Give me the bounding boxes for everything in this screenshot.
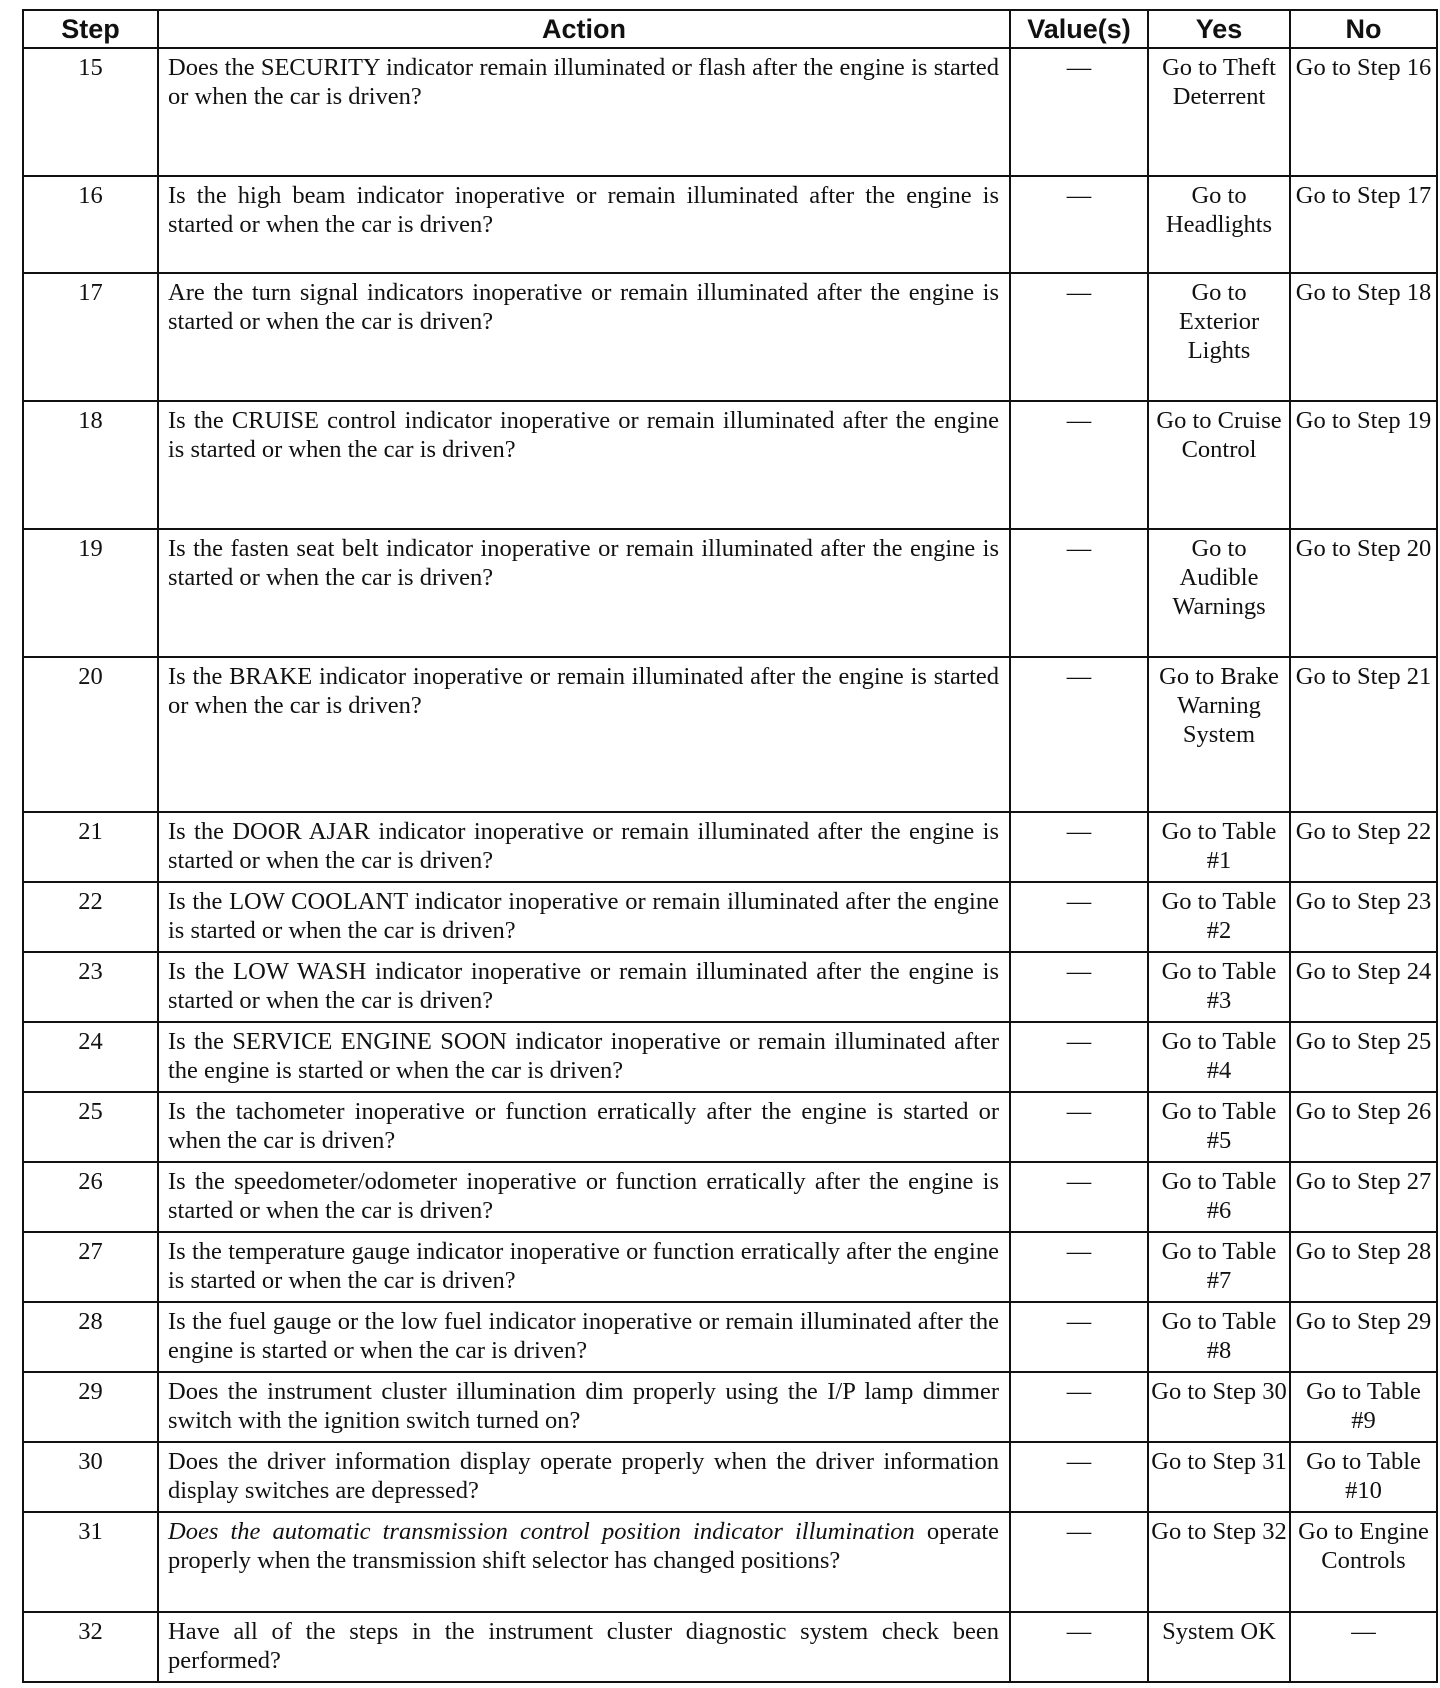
table-row <box>23 48 1437 176</box>
action-text: Is the temperature gauge indicator inoperative or function erratically after the engine is started or when the car is driven? <box>158 1232 1010 1302</box>
action-text-italic: Does the automatic transmission control position indicator illumination <box>168 1518 915 1545</box>
yes-cell: Go to Step 31 <box>1148 1442 1290 1512</box>
table-row <box>23 1022 1437 1092</box>
step-number: 20 <box>23 657 158 812</box>
table-row <box>23 273 1437 401</box>
no-cell: Go to Step 24 <box>1290 952 1437 1022</box>
table-row <box>23 1302 1437 1372</box>
yes-cell: Go to Table #5 <box>1148 1092 1290 1162</box>
yes-cell: Go to Table #3 <box>1148 952 1290 1022</box>
no-cell: Go to Step 22 <box>1290 812 1437 882</box>
yes-cell: Go to Brake Warning System <box>1148 657 1290 812</box>
yes-cell: Go to Headlights <box>1148 176 1290 273</box>
no-cell: Go to Step 27 <box>1290 1162 1437 1232</box>
table-row <box>23 176 1437 273</box>
yes-cell: System OK <box>1148 1612 1290 1682</box>
action-text: Is the CRUISE control indicator inoperative or remain illuminated after the engine is started or when the car is driven? <box>158 401 1010 529</box>
step-number: 23 <box>23 952 158 1022</box>
no-cell: Go to Step 16 <box>1290 48 1437 176</box>
table-row <box>23 1512 1437 1612</box>
step-number: 19 <box>23 529 158 657</box>
action-text: Is the SERVICE ENGINE SOON indicator inoperative or remain illuminated after the engine is started or when the car is driven? <box>158 1022 1010 1092</box>
action-text: Is the fuel gauge or the low fuel indicator inoperative or remain illuminated after the engine is started or when the car is driven? <box>158 1302 1010 1372</box>
yes-cell: Go to Step 30 <box>1148 1372 1290 1442</box>
no-cell: — <box>1290 1612 1437 1682</box>
action-text: Is the tachometer inoperative or function erratically after the engine is started or when the car is driven? <box>158 1092 1010 1162</box>
yes-cell: Go to Table #7 <box>1148 1232 1290 1302</box>
value-cell: — <box>1010 882 1148 952</box>
action-text: Does the instrument cluster illumination dim properly using the I/P lamp dimmer switch with the ignition switch turned on? <box>158 1372 1010 1442</box>
action-text: Is the LOW WASH indicator inoperative or remain illuminated after the engine is started or when the car is driven? <box>158 952 1010 1022</box>
table-row <box>23 529 1437 657</box>
action-text: Does the driver information display operate properly when the driver information display switches are depressed? <box>158 1442 1010 1512</box>
table-row <box>23 1612 1437 1682</box>
value-cell: — <box>1010 1372 1148 1442</box>
value-cell: — <box>1010 1092 1148 1162</box>
table-row <box>23 1162 1437 1232</box>
action-text-rest: operate properly when the transmission shift selector has changed positions? <box>168 1518 999 1574</box>
step-number: 30 <box>23 1442 158 1512</box>
value-cell: — <box>1010 952 1148 1022</box>
no-cell: Go to Step 26 <box>1290 1092 1437 1162</box>
action-text: Are the turn signal indicators inoperative or remain illuminated after the engine is started or when the car is driven? <box>158 273 1010 401</box>
step-number: 28 <box>23 1302 158 1372</box>
header-value: Value(s) <box>1010 10 1148 48</box>
value-cell: — <box>1010 657 1148 812</box>
action-text: Is the high beam indicator inoperative or remain illuminated after the engine is started or when the car is driven? <box>158 176 1010 273</box>
table-row <box>23 401 1437 529</box>
value-cell: — <box>1010 1612 1148 1682</box>
table-row <box>23 1092 1437 1162</box>
no-cell: Go to Step 20 <box>1290 529 1437 657</box>
step-number: 27 <box>23 1232 158 1302</box>
step-number: 22 <box>23 882 158 952</box>
yes-cell: Go to Audible Warnings <box>1148 529 1290 657</box>
action-text: Does the SECURITY indicator remain illuminated or flash after the engine is started or when the car is driven? <box>158 48 1010 176</box>
step-number: 16 <box>23 176 158 273</box>
header-step: Step <box>23 10 158 48</box>
yes-cell: Go to Exterior Lights <box>1148 273 1290 401</box>
no-cell: Go to Table #10 <box>1290 1442 1437 1512</box>
value-cell: — <box>1010 1022 1148 1092</box>
value-cell: — <box>1010 1442 1148 1512</box>
yes-cell: Go to Table #1 <box>1148 812 1290 882</box>
action-text: Is the fasten seat belt indicator inoperative or remain illuminated after the engine is started or when the car is driven? <box>158 529 1010 657</box>
value-cell: — <box>1010 1162 1148 1232</box>
value-cell: — <box>1010 176 1148 273</box>
header-yes: Yes <box>1148 10 1290 48</box>
yes-cell: Go to Table #8 <box>1148 1302 1290 1372</box>
action-text: Is the DOOR AJAR indicator inoperative or remain illuminated after the engine is started or when the car is driven? <box>158 812 1010 882</box>
no-cell: Go to Step 25 <box>1290 1022 1437 1092</box>
value-cell: — <box>1010 273 1148 401</box>
yes-cell: Go to Step 32 <box>1148 1512 1290 1612</box>
no-cell: Go to Step 18 <box>1290 273 1437 401</box>
no-cell: Go to Step 29 <box>1290 1302 1437 1372</box>
step-number: 15 <box>23 48 158 176</box>
action-text <box>158 1512 1010 1612</box>
table-row <box>23 1372 1437 1442</box>
step-number: 31 <box>23 1512 158 1612</box>
table-row <box>23 812 1437 882</box>
value-cell: — <box>1010 1302 1148 1372</box>
step-number: 24 <box>23 1022 158 1092</box>
no-cell: Go to Step 28 <box>1290 1232 1437 1302</box>
table-row <box>23 952 1437 1022</box>
no-cell: Go to Step 21 <box>1290 657 1437 812</box>
table-row <box>23 882 1437 952</box>
step-number: 26 <box>23 1162 158 1232</box>
value-cell: — <box>1010 401 1148 529</box>
header-action: Action <box>158 10 1010 48</box>
value-cell: — <box>1010 812 1148 882</box>
value-cell: — <box>1010 529 1148 657</box>
no-cell: Go to Step 23 <box>1290 882 1437 952</box>
header-row <box>23 10 1437 48</box>
step-number: 25 <box>23 1092 158 1162</box>
no-cell: Go to Step 19 <box>1290 401 1437 529</box>
yes-cell: Go to Table #2 <box>1148 882 1290 952</box>
diagnostic-table <box>22 9 1438 1683</box>
no-cell: Go to Engine Controls <box>1290 1512 1437 1612</box>
action-text: Is the BRAKE indicator inoperative or remain illuminated after the engine is started or when the car is driven? <box>158 657 1010 812</box>
yes-cell: Go to Table #4 <box>1148 1022 1290 1092</box>
value-cell: — <box>1010 1232 1148 1302</box>
action-text: Is the speedometer/odometer inoperative or function erratically after the engine is started or when the car is driven? <box>158 1162 1010 1232</box>
step-number: 21 <box>23 812 158 882</box>
no-cell: Go to Step 17 <box>1290 176 1437 273</box>
action-text: Is the LOW COOLANT indicator inoperative or remain illuminated after the engine is started or when the car is driven? <box>158 882 1010 952</box>
value-cell: — <box>1010 48 1148 176</box>
table-row <box>23 657 1437 812</box>
step-number: 32 <box>23 1612 158 1682</box>
action-text: Have all of the steps in the instrument cluster diagnostic system check been performed? <box>158 1612 1010 1682</box>
table-row <box>23 1232 1437 1302</box>
step-number: 18 <box>23 401 158 529</box>
yes-cell: Go to Cruise Control <box>1148 401 1290 529</box>
step-number: 17 <box>23 273 158 401</box>
value-cell: — <box>1010 1512 1148 1612</box>
step-number: 29 <box>23 1372 158 1442</box>
yes-cell: Go to Table #6 <box>1148 1162 1290 1232</box>
yes-cell: Go to Theft Deterrent <box>1148 48 1290 176</box>
no-cell: Go to Table #9 <box>1290 1372 1437 1442</box>
header-no: No <box>1290 10 1437 48</box>
table-row <box>23 1442 1437 1512</box>
